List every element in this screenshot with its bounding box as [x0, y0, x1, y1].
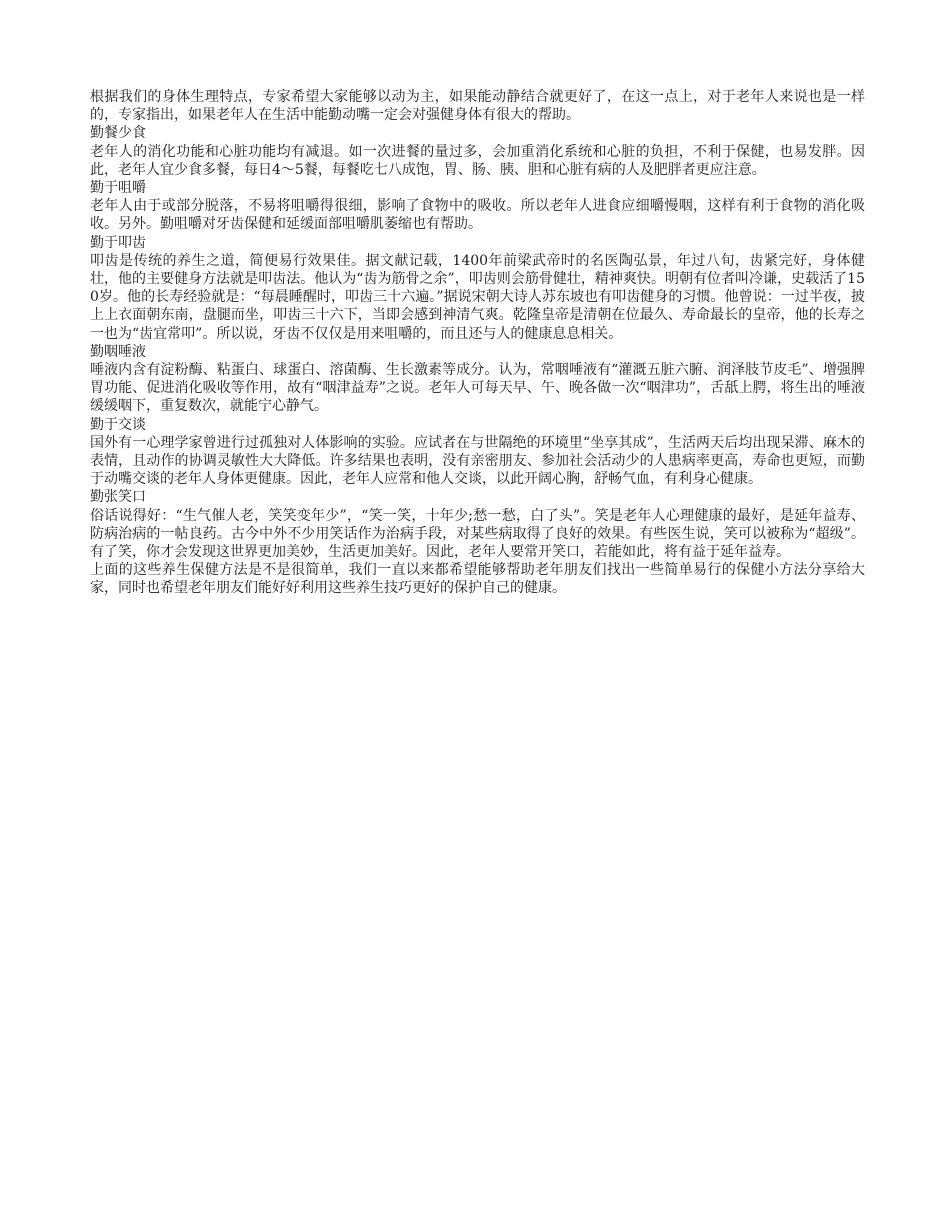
section-body-swallow-saliva: 唾液内含有淀粉酶、粘蛋白、球蛋白、溶菌酶、生长激素等成分。认为，常咽唾液有“灌溉五脏六腑、润泽肢节皮毛”、增强脾胃功能、促进消化吸收等作用，故有“咽津益寿”之说。老年人可每天早、午、晚各做一次“咽津功”，舌舐上腭，将生出的唾液缓缓咽下，重复数次，就能宁心静气。	[90, 362, 865, 415]
section-heading-chewing: 勤于咀嚼	[90, 180, 146, 197]
section-heading-conversation: 勤于交谈	[90, 416, 146, 433]
section-heading-swallow-saliva: 勤咽唾液	[90, 343, 146, 360]
conclusion-paragraph: 上面的这些养生保健方法是不是很简单，我们一直以来都希望能够帮助老年朋友们找出一些简单易行的保健小方法分享给大家，同时也希望老年朋友们能好好利用这些养生技巧更好的保护自己的健康。	[90, 562, 865, 597]
document-body	[90, 88, 865, 598]
section-heading-eat-less: 勤餐少食	[90, 125, 146, 142]
section-body-teeth-tapping: 叩齿是传统的养生之道，简便易行效果佳。据文献记载，1400年前梁武帝时的名医陶弘景，年过八旬，齿紧完好，身体健壮，他的主要健身方法就是叩齿法。他认为“齿为筋骨之余”，叩齿则会筋骨健壮，精神爽快。明朝有位者叫冷谦，史载活了150岁。他的长寿经验就是：“每晨睡醒时，叩齿三十六遍。”据说宋朝大诗人苏东坡也有叩齿健身的习惯。他曾说：一过半夜，披上上衣面朝东南，盘腿而坐，叩齿三十六下，当即会感到神清气爽。乾隆皇帝是清朝在位最久、寿命最长的皇帝，他的长寿之一也为“齿宜常叩”。所以说，牙齿不仅仅是用来咀嚼的，而且还与人的健康息息相关。	[90, 252, 865, 342]
section-body-eat-less: 老年人的消化功能和心脏功能均有减退。如一次进餐的量过多，会加重消化系统和心脏的负担，不利于保健，也易发胖。因此，老年人宜少食多餐，每日4～5餐，每餐吃七八成饱，胃、肠、胰、胆和心脏有病的人及肥胖者更应注意。	[90, 143, 865, 178]
section-body-laughter: 俗话说得好：“生气催人老，笑笑变年少”，“笑一笑，十年少;愁一愁，白了头”。笑是老年人心理健康的最好，是延年益寿、防病治病的一帖良药。古今中外不少用笑话作为治病手段，对某些病取得了良好的效果。有些医生说，笑可以被称为“超级”。有了笑，你才会发现这世界更加美妙，生活更加美好。因此，老年人要常开笑口，若能如此，将有益于延年益寿。	[90, 507, 865, 561]
intro-paragraph: 根据我们的身体生理特点，专家希望大家能够以动为主，如果能动静结合就更好了，在这一点上，对于老年人来说也是一样的，专家指出，如果老年人在生活中能勤动嘴一定会对强健身体有很大的帮助。	[90, 89, 865, 124]
section-heading-teeth-tapping: 勤于叩齿	[90, 234, 146, 251]
section-body-chewing: 老年人由于或部分脱落，不易将咀嚼得很细，影响了食物中的吸收。所以老年人进食应细嚼慢咽，这样有利于食物的消化吸收。另外。勤咀嚼对牙齿保健和延缓面部咀嚼肌萎缩也有帮助。	[90, 198, 865, 233]
section-heading-laughter: 勤张笑口	[90, 489, 146, 506]
section-body-conversation: 国外有一心理学家曾进行过孤独对人体影响的实验。应试者在与世隔绝的环境里“坐享其成”，生活两天后均出现呆滞、麻木的表情，且动作的协调灵敏性大大降低。许多结果也表明，没有亲密朋友、参加社会活动少的人患病率更高，寿命也更短，而勤于动嘴交谈的老年人身体更健康。因此，老年人应常和他人交谈，以此开阔心胸，舒畅气血，有利身心健康。	[90, 434, 865, 488]
